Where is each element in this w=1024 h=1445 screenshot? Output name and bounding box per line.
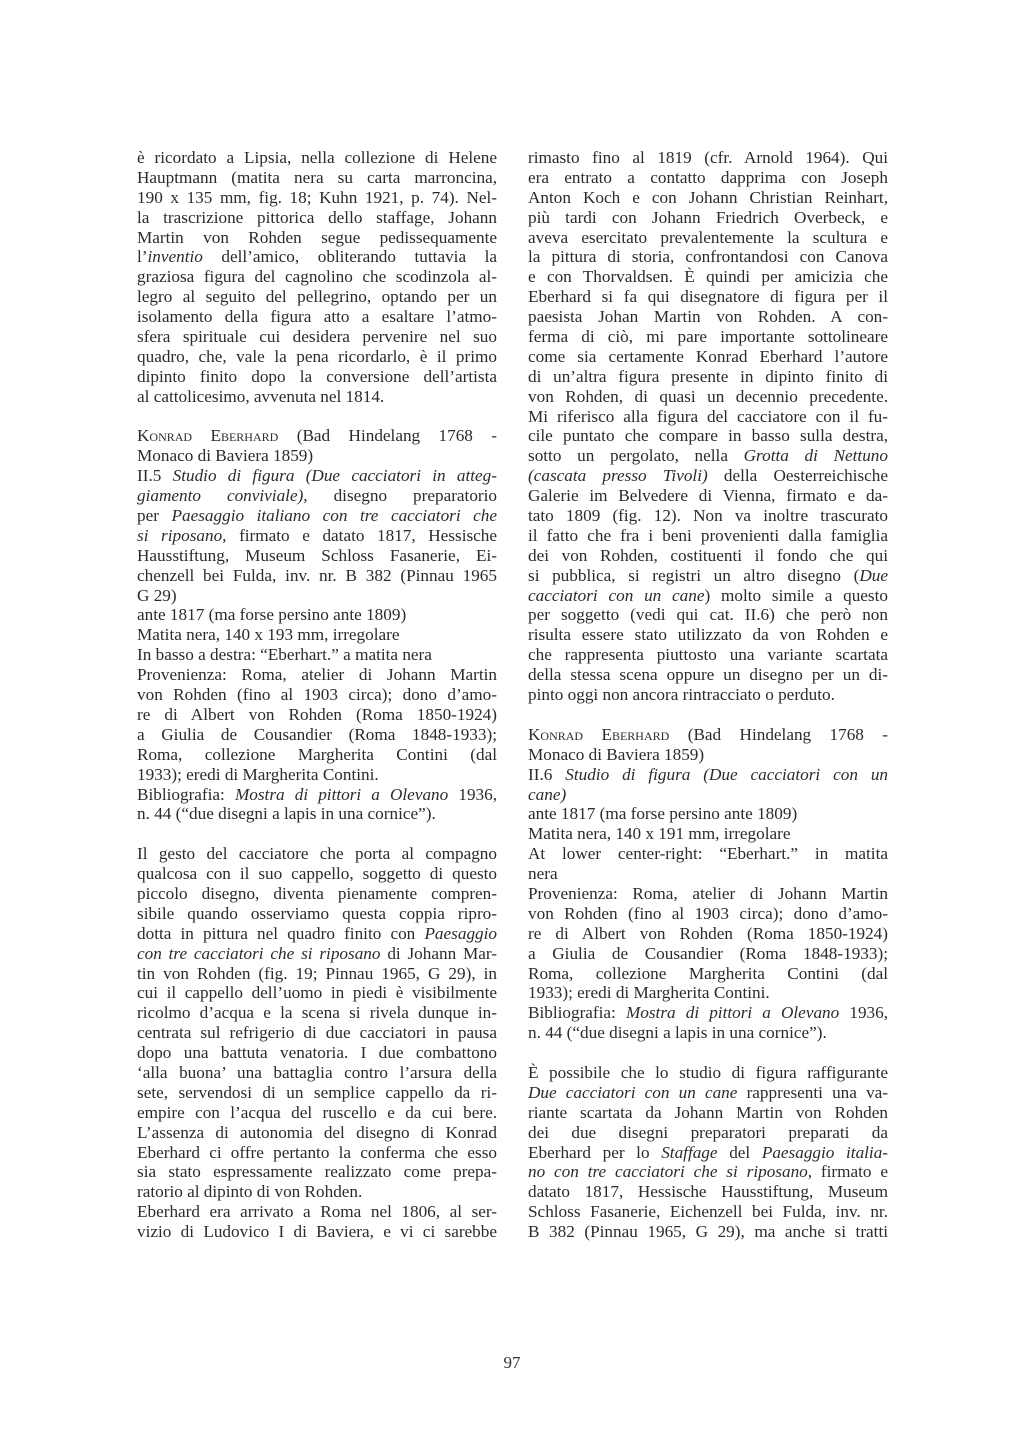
text-line: la pittura di storia, confrontandosi con Canova (528, 247, 888, 267)
catalogue-entry-II5 (137, 426, 497, 824)
text-line: al cattolicesimo, avvenuta nel 1814. (137, 386, 385, 406)
text-line: chenzell bei Fulda, inv. nr. B 382 (Pinnau 1965 (137, 565, 497, 585)
text-line: cane) (528, 784, 567, 804)
entry-date: ante 1817 (ma forse persino ante 1809) (528, 804, 798, 824)
text-line: sia stato espressamente realizzato come prepa- (137, 1162, 497, 1182)
bibliography-line: n. 44 (“due disegni a lapis in una cornice”). (528, 1023, 827, 1043)
text-line: Eberhard era arrivato a Roma nel 1806, al ser- (137, 1202, 497, 1222)
text-line: cui il cappello dell’uomo in piedi è visibilmente (137, 983, 497, 1003)
text-line: tato 1809 (fig. 12). Non va inoltre trascurato (528, 506, 888, 526)
text-line: empire con l’acqua del ruscello e da cui bere. (137, 1102, 497, 1122)
text-line: ricolmo d’acqua e la scena si rivela dunque in- (137, 1003, 497, 1023)
text-line: è ricordato a Lipsia, nella collezione di Helene (137, 148, 497, 167)
text-line: no con tre cacciatori che si riposano, firmato e (528, 1162, 889, 1182)
text-line: Eberhard ci offre pertanto la conferma che esso (137, 1142, 497, 1162)
text-line: dei von Rohden, costituenti il fondo che qui (528, 545, 888, 565)
text-line: L’assenza di autonomia del disegno di Konrad (137, 1122, 497, 1142)
artist-heading: Konrad Eberhard (Bad Hindelang 1768 - (137, 426, 498, 446)
text-line: sfera spirituale cui desidera pervenire nel suo (137, 327, 497, 347)
bibliography-line: n. 44 (“due disegni a lapis in una cornice”). (137, 804, 436, 824)
artist-heading: Konrad Eberhard (Bad Hindelang 1768 - (528, 724, 889, 744)
page-number: 97 (503, 1353, 521, 1372)
text-line: È possibile che lo studio di figura raffigurante (528, 1062, 888, 1082)
provenance-line: von Rohden (fino al 1903 circa); dono d’amo- (137, 685, 497, 705)
text-line: G 29) (137, 585, 177, 605)
text-line: von Rohden, di quasi un decennio precedente. (528, 386, 888, 406)
text-line: Eberhard per lo Staffage del Paesaggio italia- (528, 1142, 889, 1162)
provenance-line: Provenienza: Roma, atelier di Johann Martin (137, 665, 497, 685)
text-line: si pubblica, si registri un altro disegno (Due (528, 565, 888, 585)
artist-name: Konrad Eberhard (137, 426, 279, 446)
text-line: qualcosa con il suo cappello, soggetto di questo (137, 864, 497, 884)
catalogue-number: II.5 (137, 466, 162, 486)
text-line: il fatto che fra i beni provenienti dalla famiglia (528, 525, 888, 545)
bibliography: Bibliografia: Mostra di pittori a Olevano 1936, (528, 1003, 889, 1023)
text-line: con tre cacciatori che si riposano di Johann Mar- (137, 943, 498, 963)
text-line: per Paesaggio italiano con tre cacciatori che (137, 506, 498, 526)
provenance-line: a Giulia de Cousandier (Roma 1848-1933); (528, 943, 888, 963)
provenance-line: von Rohden (fino al 1903 circa); dono d’amo- (528, 903, 888, 923)
text-line: Due cacciatori con un cane rappresenti una va- (528, 1082, 889, 1102)
commentary-paragraph (137, 844, 497, 1202)
text-line: legro al seguito del pellegrino, optando per un (137, 287, 497, 307)
text-line: cile puntato che compare in basso sulla destra, (528, 426, 888, 446)
provenance-line: Roma, collezione Margherita Contini (dal (528, 963, 888, 983)
text-line: graziosa figura del cagnolino che scodinzola al- (137, 267, 497, 287)
text-line: sibile quando osserviamo questa coppia ripro- (137, 903, 497, 923)
text-line: quadro, che, vale la pena ricordarlo, è il primo (137, 346, 497, 366)
text-line: dei due disegni preparatori preparati da (528, 1122, 888, 1142)
bibliography: Bibliografia: Mostra di pittori a Olevano 1936, (137, 784, 498, 804)
entry-medium: Matita nera, 140 x 191 mm, irregolare (528, 824, 791, 844)
text-line: dopo una battuta venatoria. I due combattono (137, 1043, 497, 1063)
text-line: sotto un pergolato, nella Grotta di Nettuno (528, 446, 888, 466)
provenance-line: re di Albert von Rohden (Roma 1850-1924) (137, 704, 497, 724)
continuation-paragraph (137, 1202, 497, 1242)
text-line: Hauptmann (matita nera su carta marroncina, (137, 167, 497, 187)
entry-medium: Matita nera, 140 x 193 mm, irregolare (137, 625, 400, 645)
text-line: risulta essere stato utilizzato da von Rohden e (528, 625, 888, 645)
text-line: ferma di ciò, mi pare importante sottolineare (528, 327, 888, 347)
text-line: si riposano, firmato e datato 1817, Hessische (137, 525, 498, 545)
catalogue-entry-II6 (528, 725, 888, 1043)
italic-term: inventio (147, 247, 203, 267)
text-line: cacciatori con un cane) molto simile a questo (528, 585, 888, 605)
entry-inscription: In basso a destra: “Eberhart.” a matita nera (137, 645, 432, 665)
text-line: come sia certamente Konrad Eberhard l’autore (528, 346, 888, 366)
artist-dates: Monaco di Baviera 1859) (528, 744, 705, 764)
provenance-line: Roma, collezione Margherita Contini (dal (137, 744, 497, 764)
text-line: vizio di Ludovico I di Baviera, e vi ci sarebbe (137, 1222, 497, 1242)
text-line: rimasto fino al 1819 (cfr. Arnold 1964). Qui (528, 148, 888, 167)
text-line: di un’altra figura presente in dipinto finito di (528, 366, 888, 386)
text-line: della stessa scena oppure un disegno per un di- (528, 665, 888, 685)
intro-paragraph (137, 148, 497, 407)
text-line: era entrato a contatto dapprima con Joseph (528, 167, 888, 187)
text-line: ‘alla buona’ una battaglia contro l’arsura della (137, 1062, 497, 1082)
provenance-line: 1933); eredi di Margherita Contini. (137, 764, 379, 784)
text-line: datato 1817, Hessische Hausstiftung, Museum (528, 1182, 888, 1202)
text-line: Mi riferisco alla figura del cacciatore con il fu- (528, 406, 888, 426)
text-line: Galerie im Belvedere di Vienna, firmato e da- (528, 486, 888, 506)
text-line: per soggetto (vedi qui cat. II.6) che però non (528, 605, 888, 625)
text-line: aveva esercitato prevalentemente la scultura e (528, 227, 888, 247)
text-line: isolamento della figura atto a esaltare l’atmo- (137, 307, 497, 327)
provenance-line: 1933); eredi di Margherita Contini. (528, 983, 770, 1003)
text-line: Schloss Fasanerie, Eichenzell bei Fulda, inv. nr. (528, 1202, 888, 1222)
text-line: l’inventio dell’amico, obliterando tuttavia la (137, 247, 498, 267)
text-line: pinto oggi non ancora rintracciato o perduto. (528, 685, 835, 705)
left-column (137, 148, 497, 1242)
text-line: dipinto finito dopo la conversione dell’artista (137, 366, 497, 386)
text-line: dotta in pittura nel quadro finito con Paesaggio (137, 923, 497, 943)
text-line: riante scartata da Johann Martin von Rohden (528, 1102, 888, 1122)
continuation-paragraph (528, 148, 888, 705)
text-line: Anton Koch e con Johann Christian Reinhart, (528, 187, 888, 207)
text-line: centrata sul refrigerio di due cacciatori in pausa (137, 1023, 497, 1043)
text-line: Hausstiftung, Museum Schloss Fasanerie, Ei- (137, 545, 497, 565)
text-line: Martin von Rohden segue pedissequamente (137, 227, 497, 247)
entry-inscription: At lower center-right: “Eberhart.” in matita (528, 844, 888, 864)
text-line: e con Thorvaldsen. È quindi per amicizia che (528, 267, 888, 287)
provenance-line: a Giulia de Cousandier (Roma 1848-1933); (137, 724, 497, 744)
text-line: la trascrizione pittorica dello staffage, Johann (137, 207, 497, 227)
text-line: più tardi con Johann Friedrich Overbeck, e (528, 207, 888, 227)
text-line: sete, servendosi di un semplice cappello da ri- (137, 1082, 497, 1102)
text-line: paesista Johan Martin von Rohden. A con- (528, 307, 888, 327)
text-line: che rappresenta piuttosto una variante scartata (528, 645, 888, 665)
text-line: Il gesto del cacciatore che porta al compagno (137, 844, 497, 864)
catalogue-number: II.6 (528, 764, 553, 784)
entry-inscription: nera (528, 864, 558, 884)
provenance-line: re di Albert von Rohden (Roma 1850-1924) (528, 923, 888, 943)
provenance-line: Provenienza: Roma, atelier di Johann Martin (528, 883, 888, 903)
text-line: ratorio al dipinto di von Rohden. (137, 1182, 363, 1202)
artist-dates: Monaco di Baviera 1859) (137, 446, 314, 466)
artist-name: Konrad Eberhard (528, 724, 670, 744)
commentary-paragraph (528, 1063, 888, 1242)
entry-title: II.6 Studio di figura (Due cacciatori con un (528, 764, 889, 784)
right-column (528, 148, 888, 1242)
entry-title: II.5 Studio di figura (Due cacciatori in atteg- (137, 466, 497, 486)
text-line: (cascata presso Tivoli) della Oesterreichische (528, 466, 888, 486)
text-line: B 382 (Pinnau 1965, G 29), ma anche si tratti (528, 1222, 888, 1242)
text-line: tin von Rohden (fig. 19; Pinnau 1965, G 29), in (137, 963, 497, 983)
entry-date: ante 1817 (ma forse persino ante 1809) (137, 605, 407, 625)
text-line: piccolo disegno, diventa pienamente compren- (137, 883, 497, 903)
text-line: Eberhard si fa qui disegnatore di figura per il (528, 287, 888, 307)
text-line: 190 x 135 mm, fig. 18; Kuhn 1921, p. 74). Nel- (137, 187, 497, 207)
text-line: giamento conviviale), disegno preparatorio (137, 486, 498, 506)
